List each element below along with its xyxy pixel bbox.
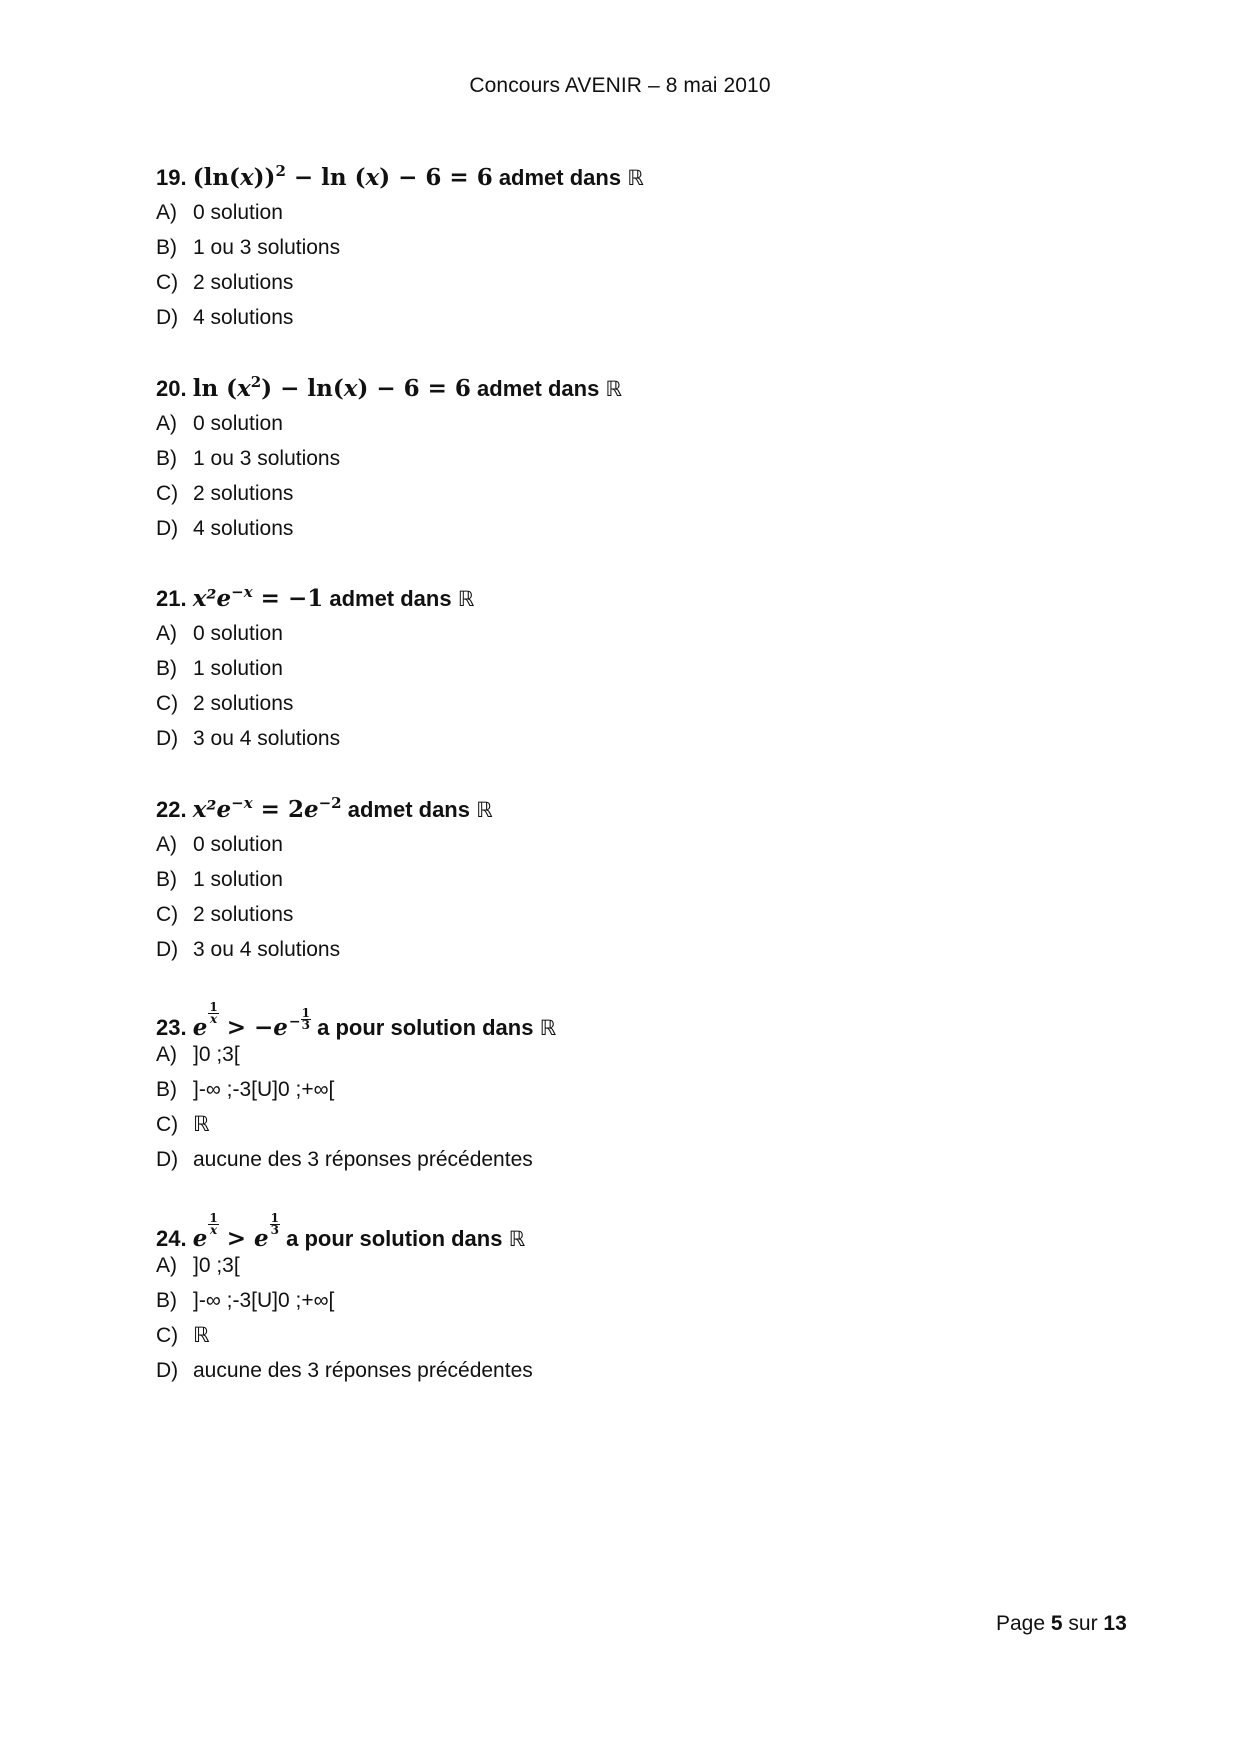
option-letter: D) <box>156 306 179 329</box>
question-title <box>156 1000 1156 1041</box>
question-number: 24. <box>156 1225 187 1251</box>
real-numbers-symbol: ℝ <box>508 1226 526 1251</box>
question-number: 20. <box>156 375 187 401</box>
option-d[interactable] <box>156 932 1156 967</box>
question-number: 22. <box>156 796 187 822</box>
option-d[interactable] <box>156 1353 1156 1388</box>
option-letter: A) <box>156 1043 177 1066</box>
option-a[interactable] <box>156 1248 1156 1283</box>
option-letter: B) <box>156 236 177 259</box>
option-d[interactable] <box>156 1142 1156 1177</box>
option-letter: A) <box>156 1253 177 1277</box>
option-letter: D) <box>156 1148 179 1171</box>
option-letter: B) <box>156 657 177 680</box>
option-text: 1 ou 3 solutions <box>193 236 341 259</box>
option-b[interactable] <box>156 862 1156 897</box>
question-equation: e $\frac{1}{x}$ > −e− $\frac{1}{3}$ <box>192 1000 311 1041</box>
option-c[interactable] <box>156 1318 1156 1353</box>
option-text: ]0 ;3[ <box>193 1043 240 1066</box>
option-text: ]0 ;3[ <box>193 1253 240 1277</box>
option-text: 2 solutions <box>193 692 294 715</box>
option-b[interactable] <box>156 651 1156 686</box>
question-text: admet dans <box>341 796 477 822</box>
option-text: 2 solutions <box>193 271 294 294</box>
question-title <box>156 371 1156 406</box>
question-text: admet dans <box>492 165 628 190</box>
option-letter: D) <box>156 937 179 961</box>
option-letter: D) <box>156 727 179 750</box>
option-a[interactable] <box>156 1037 1156 1072</box>
option-a[interactable] <box>156 616 1156 651</box>
question-24 <box>156 1210 1156 1388</box>
option-b[interactable] <box>156 230 1156 265</box>
option-letter: C) <box>156 692 179 715</box>
option-text: aucune des 3 réponses précédentes <box>193 1148 533 1171</box>
question-22 <box>156 792 1156 967</box>
option-text: 2 solutions <box>193 481 294 505</box>
question-text: a pour solution dans <box>311 1015 540 1040</box>
option-text: ]-∞ ;-3[U]0 ;+∞[ <box>193 1078 335 1101</box>
option-b[interactable] <box>156 1283 1156 1318</box>
option-text: 2 solutions <box>193 902 294 926</box>
option-letter: C) <box>156 271 179 294</box>
option-b[interactable] <box>156 1072 1156 1107</box>
option-c[interactable] <box>156 897 1156 932</box>
real-numbers-symbol: ℝ <box>476 797 493 822</box>
option-text: 1 ou 3 solutions <box>193 446 341 470</box>
option-text: aucune des 3 réponses précédentes <box>193 1358 533 1382</box>
page-header: Concours AVENIR – 8 mai 2010 <box>469 74 771 97</box>
question-equation: $(\ln(x))^2 - \ln (x) - 6 = 6$ <box>192 162 493 191</box>
option-a[interactable] <box>156 827 1156 862</box>
question-title <box>156 792 1156 827</box>
question-equation: $x^2e^{-x} = -1$ <box>192 583 324 612</box>
option-letter: B) <box>156 446 177 470</box>
question-text: admet dans <box>323 586 458 611</box>
option-letter: B) <box>156 1078 177 1101</box>
option-a[interactable] <box>156 195 1156 230</box>
option-letter: C) <box>156 1323 179 1347</box>
question-21 <box>156 581 1156 756</box>
option-text: ℝ <box>193 1322 210 1347</box>
question-20 <box>156 371 1156 546</box>
page-number: Page 5 sur 13 <box>996 1612 1127 1635</box>
question-title <box>156 581 1156 616</box>
option-c[interactable] <box>156 265 1156 300</box>
option-text: 4 solutions <box>193 516 294 540</box>
question-23 <box>156 1002 1156 1177</box>
option-letter: B) <box>156 867 177 891</box>
option-c[interactable] <box>156 686 1156 721</box>
option-text: 0 solution <box>193 622 283 645</box>
option-text: 1 solution <box>193 657 283 680</box>
option-letter: C) <box>156 481 179 505</box>
option-text: ]-∞ ;-3[U]0 ;+∞[ <box>193 1288 335 1312</box>
option-text: 3 ou 4 solutions <box>193 937 341 961</box>
option-text: 0 solution <box>193 201 283 224</box>
option-text: 0 solution <box>193 411 283 435</box>
option-b[interactable] <box>156 441 1156 476</box>
option-d[interactable] <box>156 721 1156 756</box>
question-equation: $\ln (x^2) - \ln(x) - 6 = 6$ <box>192 372 471 402</box>
option-letter: A) <box>156 201 177 224</box>
option-text: 4 solutions <box>193 306 294 329</box>
question-title <box>156 1210 1156 1252</box>
question-equation: $x^2e^{-x} = 2e^{-2}$ <box>192 793 342 823</box>
option-text: ℝ <box>193 1112 210 1136</box>
question-19 <box>156 160 1156 335</box>
option-letter: A) <box>156 411 177 435</box>
option-letter: A) <box>156 622 177 645</box>
questions-list <box>156 160 1156 1423</box>
real-numbers-symbol: ℝ <box>539 1016 557 1040</box>
option-letter: C) <box>156 1113 179 1136</box>
question-number: 19. <box>156 165 187 190</box>
question-text: admet dans <box>470 375 606 401</box>
question-number: 21. <box>156 586 187 611</box>
option-letter: B) <box>156 1288 177 1312</box>
option-d[interactable] <box>156 300 1156 335</box>
option-letter: A) <box>156 832 177 856</box>
option-letter: C) <box>156 902 179 926</box>
option-letter: D) <box>156 1358 179 1382</box>
question-equation: e $\frac{1}{x}$ > e $\frac{1}{3}$ <box>192 1210 280 1252</box>
question-number: 23. <box>156 1015 187 1040</box>
real-numbers-symbol: ℝ <box>627 166 644 190</box>
option-c[interactable] <box>156 476 1156 511</box>
real-numbers-symbol: ℝ <box>457 587 475 611</box>
option-a[interactable] <box>156 406 1156 441</box>
option-text: 0 solution <box>193 832 283 856</box>
option-d[interactable] <box>156 511 1156 546</box>
option-text: 1 solution <box>193 867 283 891</box>
option-letter: D) <box>156 516 179 540</box>
question-title <box>156 160 1156 195</box>
real-numbers-symbol: ℝ <box>605 376 623 401</box>
option-text: 3 ou 4 solutions <box>193 727 341 750</box>
question-text: a pour solution dans <box>280 1225 509 1251</box>
option-c[interactable] <box>156 1107 1156 1142</box>
